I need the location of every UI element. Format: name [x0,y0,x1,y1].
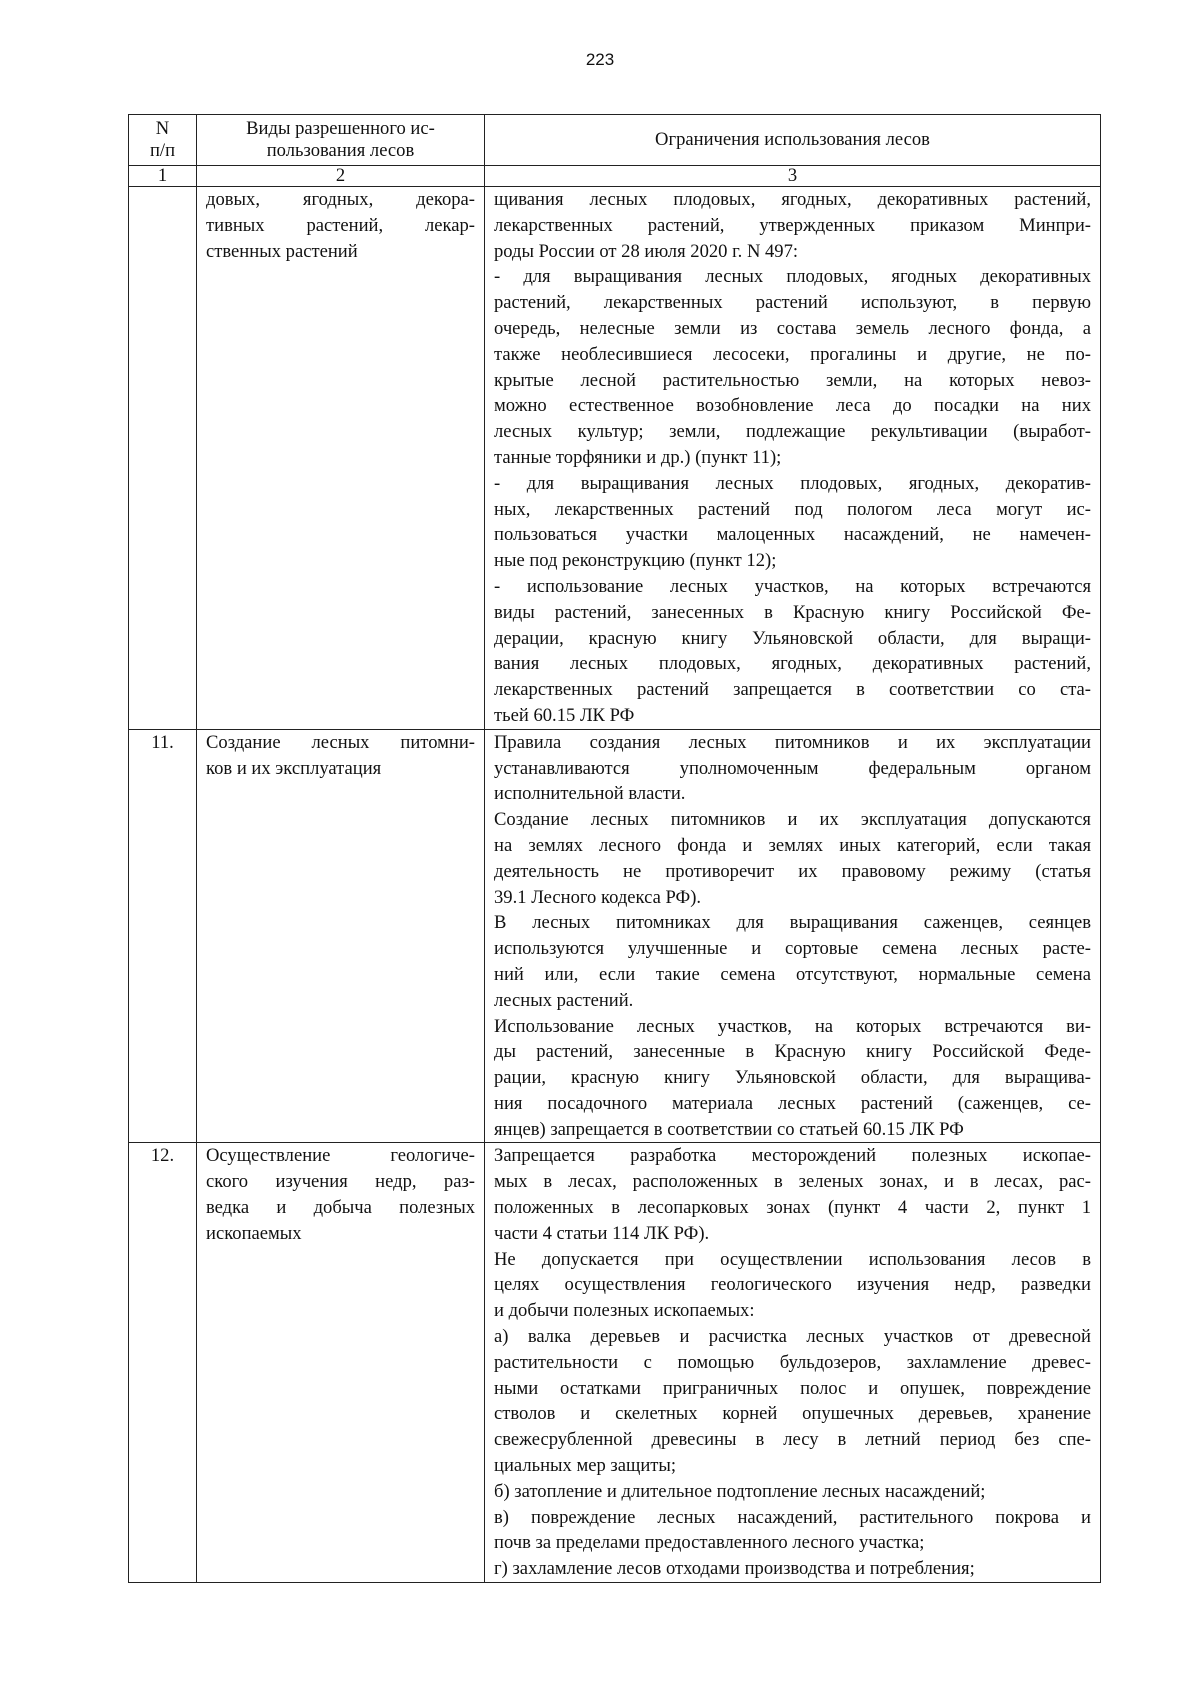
usage-type-line: ского изучения недр, раз- [206,1171,475,1193]
restriction-line: а) валка деревьев и расчистка лесных участков от древесной [494,1326,1091,1348]
restriction-line: части 4 статьи 114 ЛК РФ). [494,1222,710,1244]
usage-type-cell [197,1143,485,1583]
restriction-line: исполнительной власти. [494,783,686,805]
restriction-line: очередь, нелесные земли из состава земель лесного фонда, а [494,317,1091,339]
restriction-line: ных, лекарственных растений под пологом леса могут ис- [494,498,1091,520]
column-number: 3 [485,166,1101,187]
restriction-line: пользоваться участки малоценных насаждений, не намечен- [494,524,1091,546]
restrictions-cell [485,1143,1101,1583]
restriction-line: роды России от 28 июля 2020 г. N 497: [494,240,799,262]
row-number-cell: 12. [129,1143,197,1583]
restriction-line: растений, лекарственных растений используют, в первую [494,292,1091,314]
restriction-line: г) захламление лесов отходами производства и потребления; [494,1558,975,1580]
usage-type-line: ственных растений [206,240,358,262]
header-restrictions-cell: Ограничения использования лесов [485,115,1101,166]
column-number: 1 [129,166,197,187]
restriction-line: Не допускается при осуществлении использования лесов в [494,1248,1091,1270]
restriction-line: положенных в лесопарковых зонах (пункт 4 части 2, пункт 1 [494,1197,1091,1219]
restriction-line: крытые лесной растительностью земли, на которых невоз- [494,369,1091,391]
restriction-line: 39.1 Лесного кодекса РФ). [494,886,702,908]
header-number-line: п/п [149,140,176,161]
restriction-line: Создание лесных питомников и их эксплуатация допускаются [494,809,1091,831]
column-numbers-row [129,166,1101,187]
restriction-line: вания лесных плодовых, ягодных, декоративных растений, [494,653,1091,675]
restriction-line: также необлесившиеся лесосеки, прогалины и другие, не по- [494,343,1091,365]
restriction-line: ными остатками приграничных полос и опушек, повреждение [494,1377,1091,1399]
column-number: 2 [197,166,485,187]
restriction-line: танные торфяники и др.) (пункт 11); [494,446,782,468]
usage-type-line: ков и их эксплуатация [206,757,382,779]
usage-type-cell [197,187,485,730]
usage-type-line: тивных растений, лекар- [206,214,475,236]
usage-type-line: довых, ягодных, декора- [206,189,475,210]
restriction-line: - для выращивания лесных плодовых, ягодных, декоратив- [494,472,1091,494]
restriction-line: ды растений, занесенные в Красную книгу Российской Феде- [494,1041,1091,1063]
restriction-line: Использование лесных участков, на которых встречаются ви- [494,1015,1091,1037]
restriction-line: почв за пределами предоставленного лесного участка; [494,1532,925,1554]
usage-type-line: Осуществление геологиче- [206,1145,475,1167]
restriction-line: Запрещается разработка месторождений полезных ископае- [494,1145,1091,1167]
restriction-line: стволов и скелетных корней опушечных деревьев, хранение [494,1403,1091,1425]
restriction-line: целях осуществления геологического изучения недр, разведки [494,1274,1091,1296]
restrictions-cell [485,729,1101,1143]
usage-type-line: ведка и добыча полезных [206,1197,475,1219]
table-row [129,187,1101,730]
restriction-line: ные под реконструкцию (пункт 12); [494,550,777,572]
restriction-line: В лесных питомниках для выращивания саженцев, сеянцев [494,912,1091,934]
restriction-line: тьей 60.15 ЛК РФ [494,704,635,726]
restriction-line: виды растений, занесенных в Красную книгу Российской Фе- [494,601,1091,623]
row-number-cell [129,187,197,730]
restriction-line: лекарственных растений запрещается в соответствии со ста- [494,679,1091,701]
header-number-cell [129,115,197,166]
restriction-line: и добычи полезных ископаемых: [494,1300,755,1322]
page-number: 223 [585,50,615,69]
restriction-line: рации, красную книгу Ульяновской области, для выращива- [494,1067,1091,1089]
restrictions-cell [485,187,1101,730]
usage-type-line: Создание лесных питомни- [206,731,475,753]
restriction-line: циальных мер защиты; [494,1455,677,1477]
restriction-line: растительности с помощью бульдозеров, захламление древес- [494,1351,1091,1373]
header-usage-type-cell [197,115,485,166]
restriction-line: устанавливаются уполномоченным федеральным органом [494,757,1091,779]
restriction-line: можно естественное возобновление леса до посадки на них [494,395,1091,417]
restriction-line: - использование лесных участков, на которых встречаются [494,575,1091,597]
restriction-line: в) повреждение лесных насаждений, растительного покрова и [494,1506,1091,1528]
restriction-line: используются улучшенные и сортовые семена лесных расте- [494,938,1091,960]
restriction-line: на землях лесного фонда и землях иных категорий, если такая [494,834,1091,856]
header-usage-type-line: Виды разрешенного ис- [246,118,435,139]
header-usage-type-line: пользования лесов [266,140,415,161]
restriction-line: щивания лесных плодовых, ягодных, декоративных растений, [494,189,1091,210]
restriction-line: мых в лесах, расположенных в зеленых зонах, и в лесах, рас- [494,1171,1091,1193]
restriction-line: Правила создания лесных питомников и их эксплуатации [494,731,1091,753]
restriction-line: деятельность не противоречит их правовому режиму (статья [494,860,1091,882]
restriction-line: свежесрубленной древесины в лесу в летний период без спе- [494,1429,1091,1451]
row-number-cell: 11. [129,729,197,1143]
restriction-line: лесных растений. [494,989,634,1011]
restriction-line: лекарственных растений, утвержденных приказом Минпри- [494,214,1091,236]
restrictions-table [128,114,1101,1583]
restriction-line: дерации, красную книгу Ульяновской области, для выращи- [494,627,1091,649]
header-number-line: N [155,118,170,139]
restriction-line: ния посадочного материала лесных растений (саженцев, се- [494,1092,1091,1114]
usage-type-cell [197,729,485,1143]
restriction-line: лесных культур; земли, подлежащие рекультивации (выработ- [494,421,1091,443]
usage-type-line: ископаемых [206,1222,302,1244]
table-row [129,1143,1101,1583]
restriction-line: - для выращивания лесных плодовых, ягодных декоративных [494,266,1091,288]
restriction-line: б) затопление и длительное подтопление лесных насаждений; [494,1480,986,1502]
table-row [129,729,1101,1143]
restriction-line: янцев) запрещается в соответствии со статьей 60.15 ЛК РФ [494,1118,964,1140]
table-header-row [129,115,1101,166]
restriction-line: ний или, если такие семена отсутствуют, нормальные семена [494,963,1091,985]
